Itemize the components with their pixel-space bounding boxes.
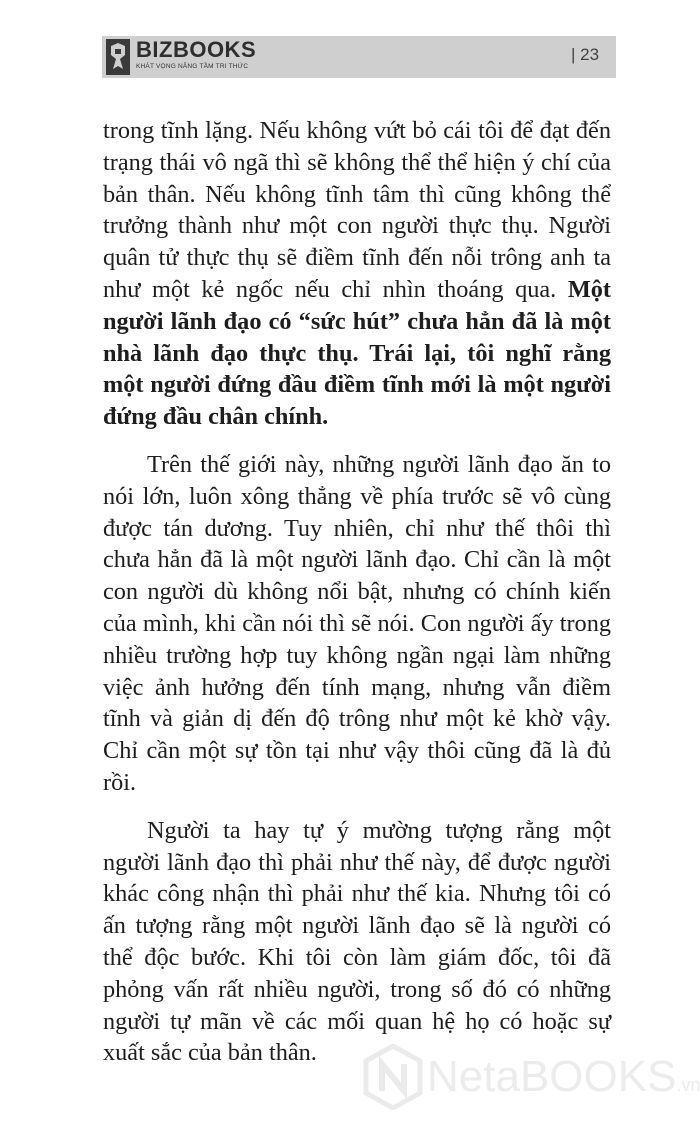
netabooks-watermark (363, 1044, 700, 1110)
paragraph-1-text: trong tĩnh lặng. Nếu không vứt bỏ cái tôi để đạt đến trạng thái vô ngã thì sẽ không thể thể hiện ý chí của bản thân. Nếu không tĩnh tâm thì cũng không thể trưởng thành như một con người thực thụ. Người quân tử thực thụ sẽ điềm tĩnh đến nỗi trông anh ta như một kẻ ngốc nếu chỉ nhìn thoáng qua. (103, 117, 611, 303)
paragraph-2: Trên thế giới này, những người lãnh đạo ăn to nói lớn, luôn xông thẳng về phía trước sẽ vô cùng được tán dương. Tuy nhiên, chỉ như thế thôi thì chưa hẳn đã là một người lãnh đạo. Chỉ cần là một con người dù không nổi bật, nhưng có chính kiến của mình, khi cần nói thì sẽ nói. Con người ấy trong nhiều trường hợp tuy không ngần ngại làm những việc ảnh hưởng đến tính mạng, nhưng vẫn điềm tĩnh và giản dị đến độ trông như một kẻ khờ vậy. Chỉ cần một sự tồn tại như vậy thôi cũng đã là đủ rồi. (103, 450, 611, 796)
paragraph-1-bold-text: Một người lãnh đạo có “sức hút” chưa hẳn đã là một nhà lãnh đạo thực thụ. Trái lại, tôi nghĩ rằng một người đứng đầu điềm tĩnh mới là một người đứng đầu chân chính. (103, 275, 612, 431)
netabooks-logo-icon (363, 1044, 423, 1110)
watermark-brand: NetaBOOKS (427, 1052, 677, 1101)
page-body (103, 115, 611, 1069)
bizbooks-logo-icon (106, 39, 130, 75)
paragraph-1 (103, 115, 611, 433)
page-number: | 23 (571, 45, 600, 64)
brand-tagline: KHÁT VỌNG NÂNG TẦM TRI THỨC (136, 63, 249, 70)
watermark-text (427, 1050, 700, 1112)
header-bar (102, 36, 616, 78)
brand-name: BIZBOOKS (136, 37, 257, 62)
watermark-suffix: .vn (676, 1075, 700, 1095)
paragraph-3: Người ta hay tự ý mường tượng rằng một người lãnh đạo thì phải như thế này, để được người khác công nhận thì phải như thế kia. Nhưng tôi có ấn tượng rằng một người lãnh đạo sẽ là người có thể độc bước. Khi tôi còn làm giám đốc, tôi đã phỏng vấn rất nhiều người, trong số đó có những người tự mãn về các mối quan hệ họ có hoặc sự xuất sắc của bản thân. (103, 816, 611, 1067)
